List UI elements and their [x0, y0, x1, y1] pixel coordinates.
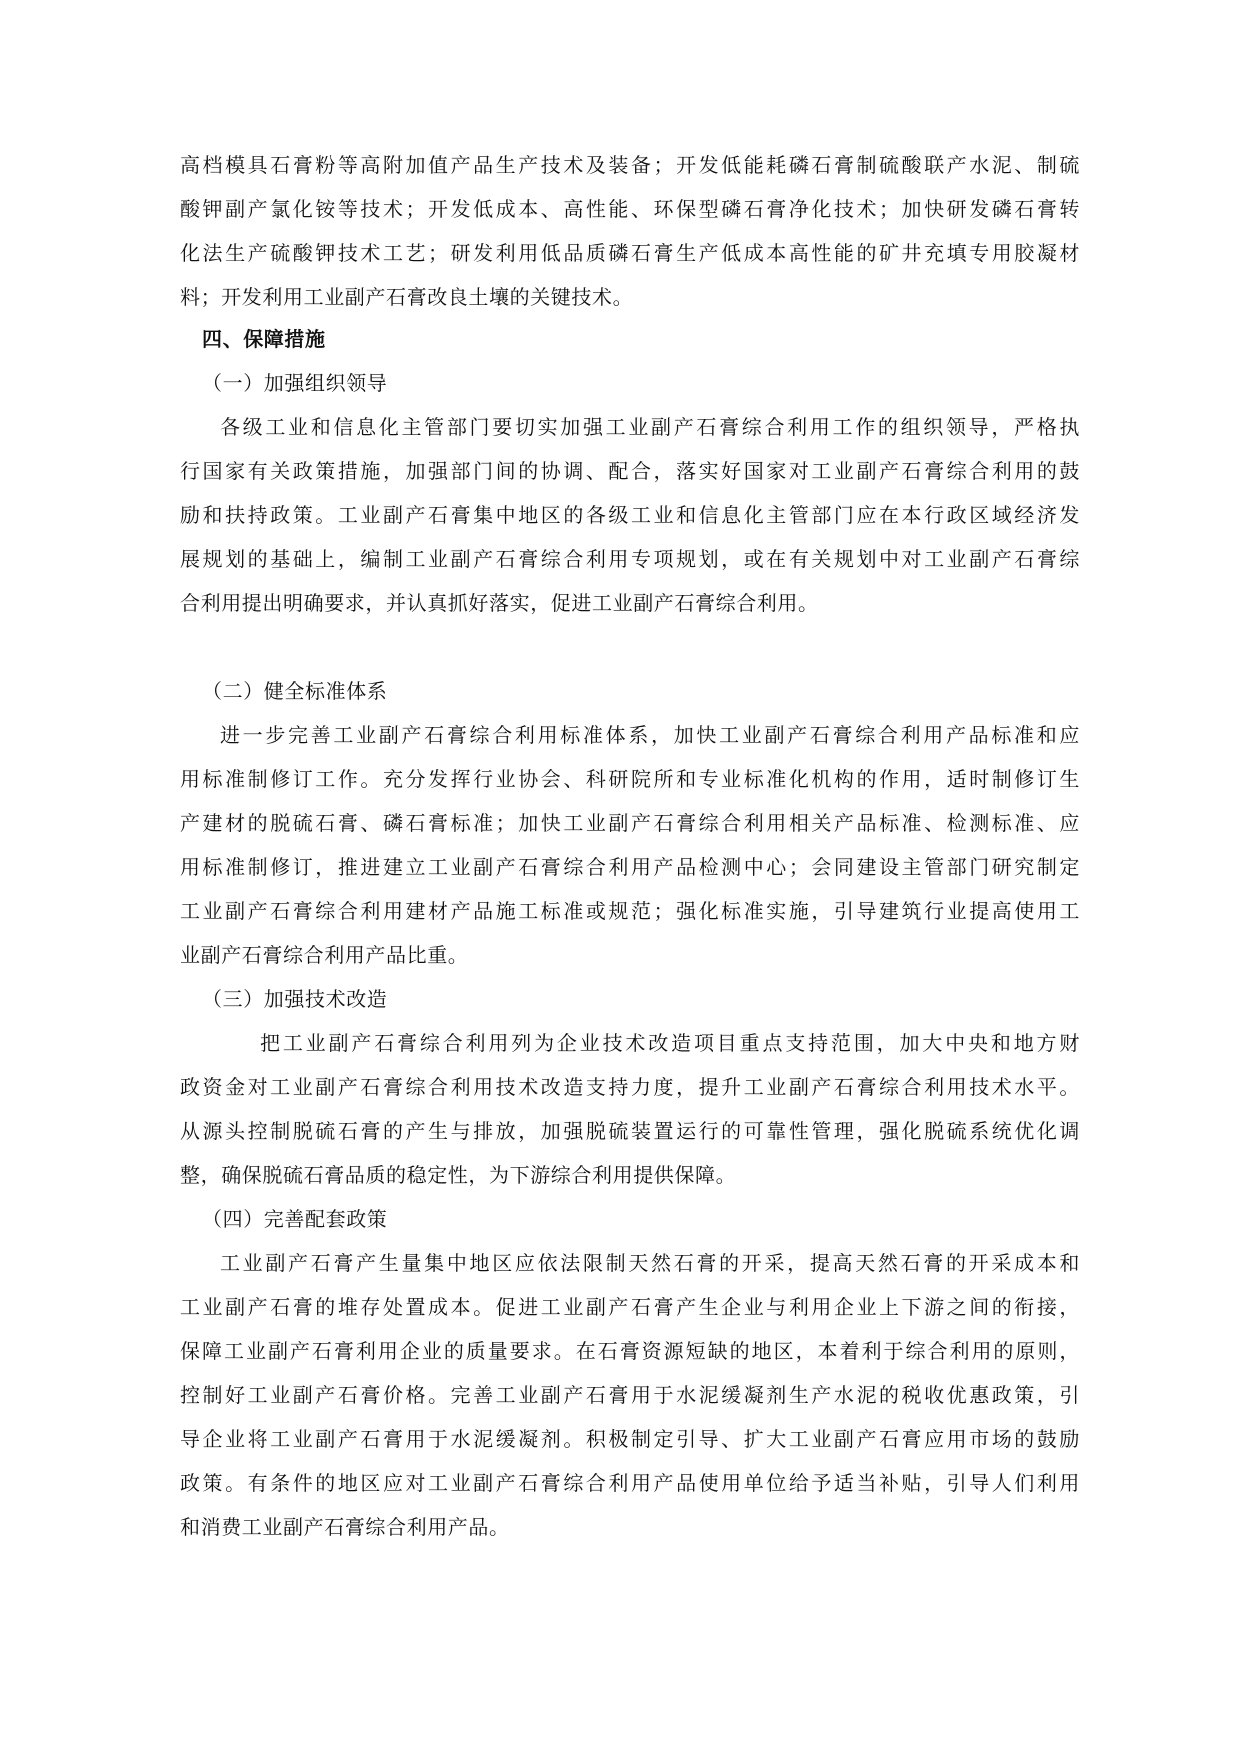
subsection-3-line-3: 从源头控制脱硫石膏的产生与排放，加强脱硫装置运行的可靠性管理，强化脱硫系统优化调	[180, 1119, 1080, 1143]
subsection-4-line-4: 控制好工业副产石膏价格。完善工业副产石膏用于水泥缓凝剂生产水泥的税收优惠政策，引	[180, 1383, 1080, 1407]
subsection-2-line-4: 用标准制修订，推进建立工业副产石膏综合利用产品检测中心；会同建设主管部门研究制定	[180, 855, 1080, 879]
subsection-4-line-6: 政策。有条件的地区应对工业副产石膏综合利用产品使用单位给予适当补贴，引导人们利用	[180, 1471, 1080, 1495]
subsection-3-line-1: 把工业副产石膏综合利用列为企业技术改造项目重点支持范围，加大中央和地方财	[260, 1031, 1080, 1055]
subsection-4-line-3: 保障工业副产石膏利用企业的质量要求。在石膏资源短缺的地区，本着利于综合利用的原则，	[180, 1339, 1080, 1363]
intro-line-4: 料；开发利用工业副产石膏改良土壤的关键技术。	[180, 285, 634, 309]
subsection-4-line-1: 工业副产石膏产生量集中地区应依法限制天然石膏的开采，提高天然石膏的开采成本和	[220, 1251, 1080, 1275]
subsection-4-line-7: 和消费工业副产石膏综合利用产品。	[180, 1515, 510, 1539]
subsection-4-line-5: 导企业将工业副产石膏用于水泥缓凝剂。积极制定引导、扩大工业副产石膏应用市场的鼓励	[180, 1427, 1080, 1451]
subsection-1-line-2: 行国家有关政策措施，加强部门间的协调、配合，落实好国家对工业副产石膏综合利用的鼓	[180, 459, 1080, 483]
intro-line-3: 化法生产硫酸钾技术工艺；研发利用低品质磷石膏生产低成本高性能的矿井充填专用胶凝材	[180, 241, 1080, 265]
subsection-1-line-1: 各级工业和信息化主管部门要切实加强工业副产石膏综合利用工作的组织领导，严格执	[220, 415, 1080, 439]
intro-line-2: 酸钾副产氯化铵等技术；开发低成本、高性能、环保型磷石膏净化技术；加快研发磷石膏转	[180, 197, 1080, 221]
intro-line-1: 高档模具石膏粉等高附加值产品生产技术及装备；开发低能耗磷石膏制硫酸联产水泥、制硫	[180, 153, 1080, 177]
subsection-3-line-2: 政资金对工业副产石膏综合利用技术改造支持力度，提升工业副产石膏综合利用技术水平。	[180, 1075, 1080, 1099]
subsection-2-line-6: 业副产石膏综合利用产品比重。	[180, 943, 469, 967]
subsection-2-title: （二）健全标准体系	[202, 679, 388, 703]
subsection-3-line-4: 整，确保脱硫石膏品质的稳定性，为下游综合利用提供保障。	[180, 1163, 737, 1187]
section-heading: 四、保障措施	[202, 327, 326, 351]
subsection-3-title: （三）加强技术改造	[202, 987, 388, 1011]
subsection-2-line-2: 用标准制修订工作。充分发挥行业协会、科研院所和专业标准化机构的作用，适时制修订生	[180, 767, 1080, 791]
subsection-2-line-3: 产建材的脱硫石膏、磷石膏标准；加快工业副产石膏综合利用相关产品标准、检测标准、应	[180, 811, 1080, 835]
subsection-1-line-3: 励和扶持政策。工业副产石膏集中地区的各级工业和信息化主管部门应在本行政区域经济发	[180, 503, 1080, 527]
subsection-4-title: （四）完善配套政策	[202, 1207, 388, 1231]
subsection-2-line-1: 进一步完善工业副产石膏综合利用标准体系，加快工业副产石膏综合利用产品标准和应	[220, 723, 1080, 747]
subsection-1-title: （一）加强组织领导	[202, 371, 388, 395]
subsection-1-line-5: 合利用提出明确要求，并认真抓好落实，促进工业副产石膏综合利用。	[180, 591, 819, 615]
subsection-4-line-2: 工业副产石膏的堆存处置成本。促进工业副产石膏产生企业与利用企业上下游之间的衔接，	[180, 1295, 1080, 1319]
subsection-1-line-4: 展规划的基础上，编制工业副产石膏综合利用专项规划，或在有关规划中对工业副产石膏综	[180, 547, 1080, 571]
subsection-2-line-5: 工业副产石膏综合利用建材产品施工标准或规范；强化标准实施，引导建筑行业提高使用工	[180, 899, 1080, 923]
